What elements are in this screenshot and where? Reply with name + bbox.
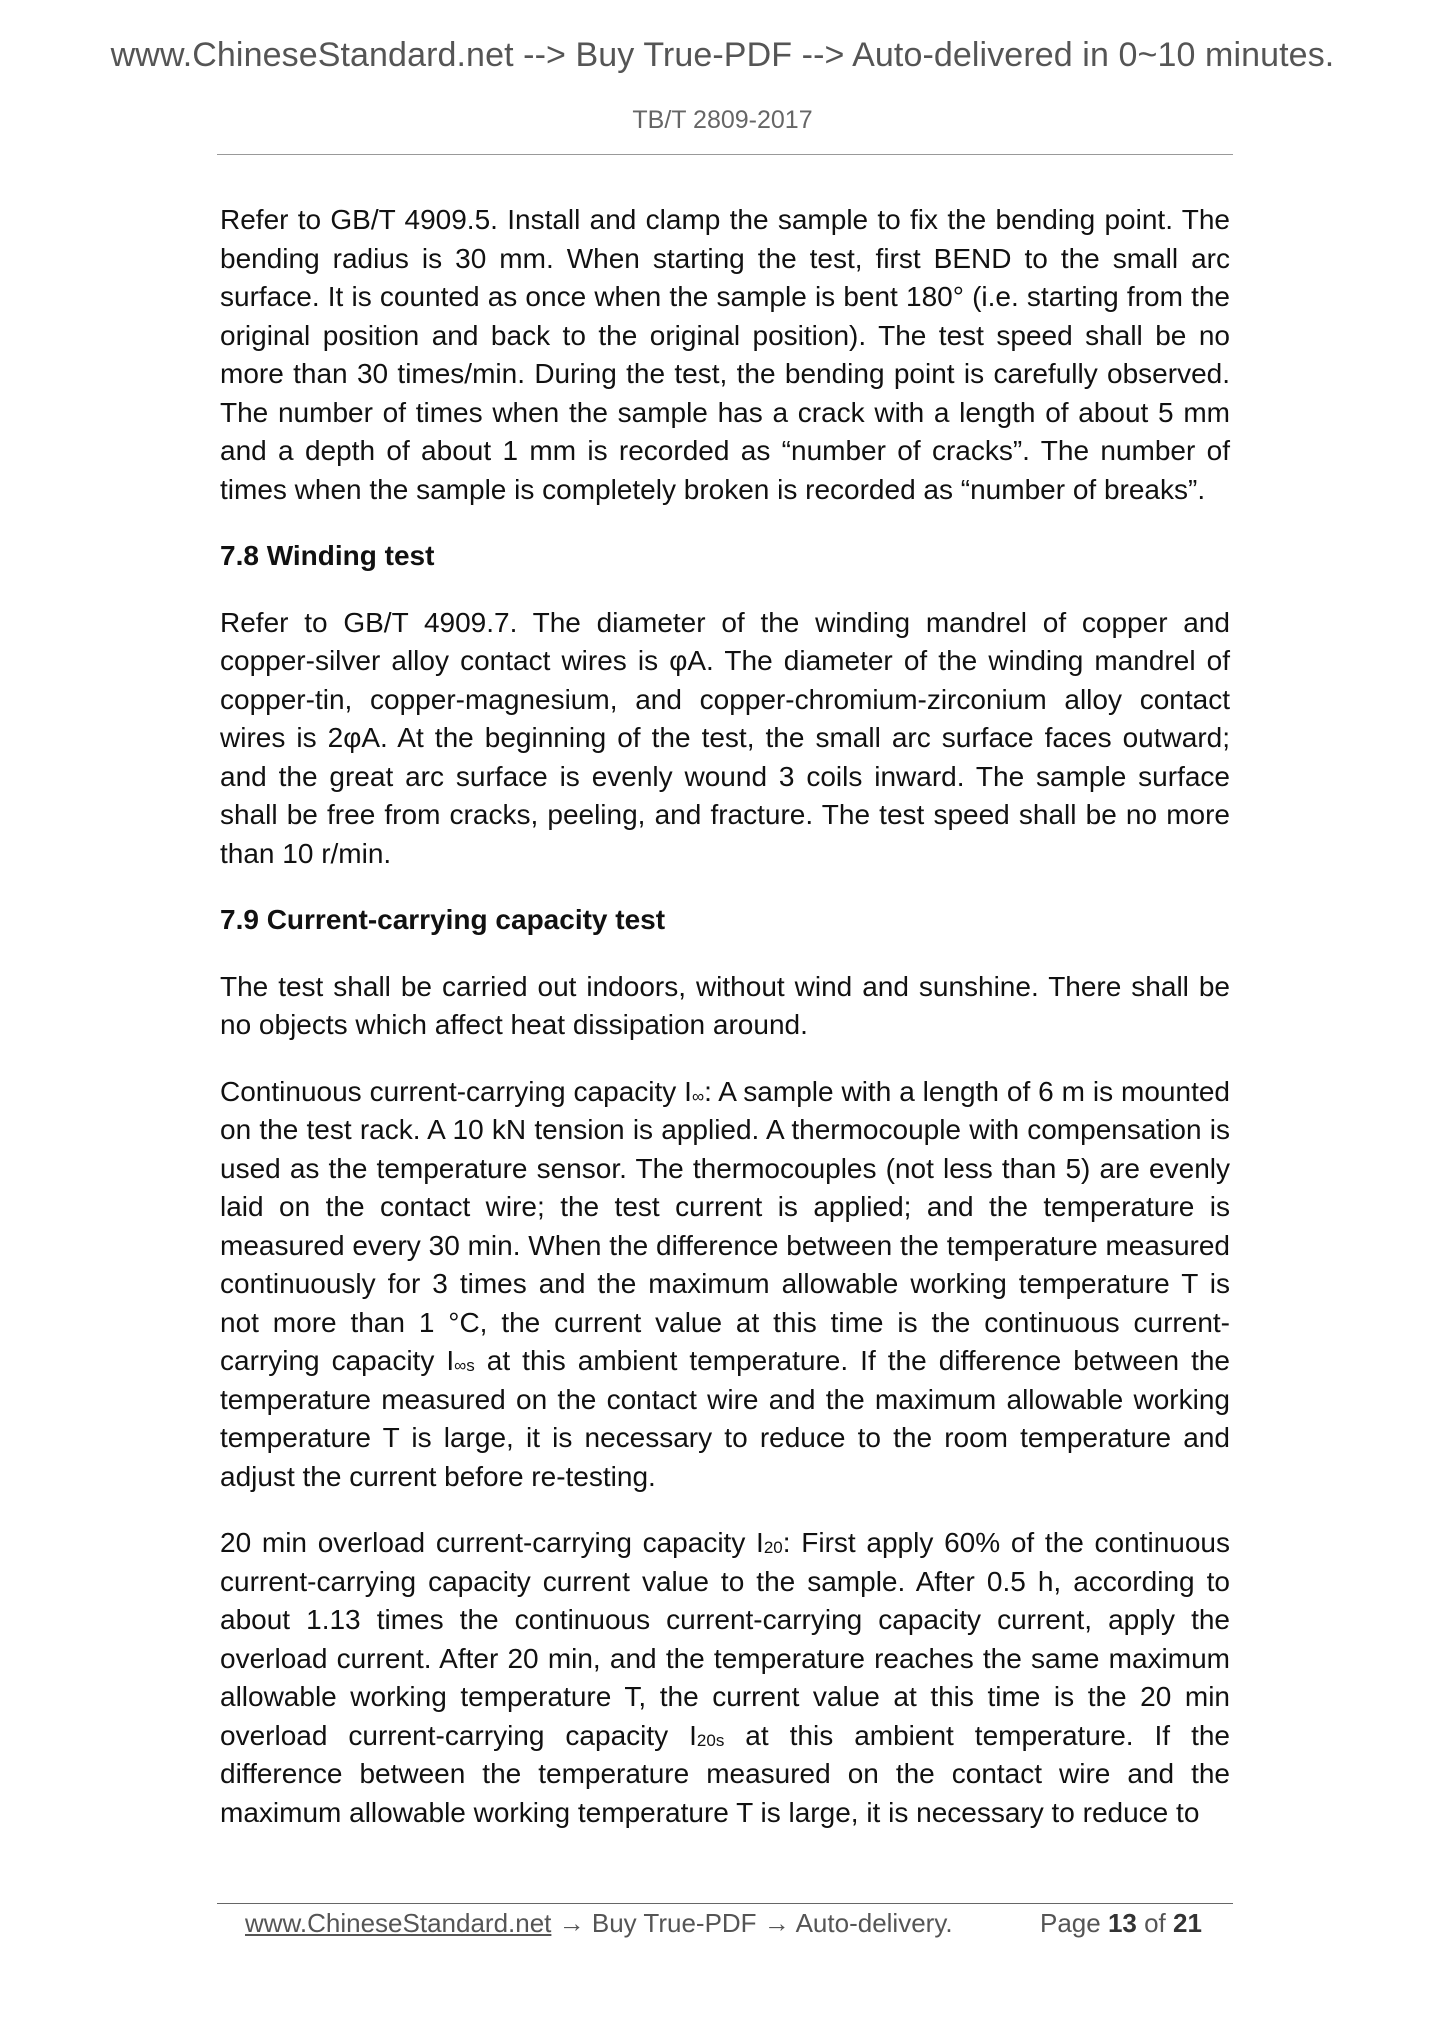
of-label: of xyxy=(1136,1908,1174,1938)
paragraph-text: at this ambient temperature. If the difference between the temperature measured on the contact wire and the maximum allowable working temperature T is large, it is necessary to reduce to the room temperature and adjust the current before re-testing. xyxy=(220,1345,1230,1492)
footer-links xyxy=(245,1908,953,1939)
document-body xyxy=(220,201,1230,1860)
auto-delivery-label: Auto-delivery. xyxy=(795,1908,953,1938)
subscript: 20 xyxy=(763,1538,783,1557)
footer-divider xyxy=(217,1903,1233,1904)
section-heading-7-9: 7.9 Current-carrying capacity test xyxy=(220,904,666,935)
paragraph-text: : First apply 60% of the continuous current-carrying capacity current value to the sample. After 0.5 h, according to about 1.13 times the continuous current-carrying capacity current, apply the overload current. After 20 min, and the temperature reaches the same maximum allowable working temperature T, the current value at this time is the 20 min overload current-carrying capacity I xyxy=(220,1527,1230,1751)
subscript: ∞s xyxy=(454,1356,475,1375)
page-number: 13 xyxy=(1107,1908,1137,1938)
page-total: 21 xyxy=(1173,1908,1202,1938)
subscript: 20s xyxy=(696,1730,725,1750)
section-heading-7-8: 7.8 Winding test xyxy=(220,540,435,571)
arrow-right-icon: → xyxy=(756,1908,796,1938)
continuous-capacity-paragraph xyxy=(220,1073,1230,1497)
page-label: Page xyxy=(1040,1908,1108,1938)
page-indicator xyxy=(1040,1908,1202,1939)
winding-test-paragraph: Refer to GB/T 4909.7. The diameter of the winding mandrel of copper and copper-silver alloy contact wires is φA. The diameter of the winding mandrel of copper-tin, copper-magnesium, and copper-chromium-zirconium alloy contact wires is 2φA. At the beginning of the test, the small arc surface faces outward; and the great arc surface is evenly wound 3 coils inward. The sample surface shall be free from cracks, peeling, and fracture. The test speed shall be no more than 10 r/min. xyxy=(220,606,1230,869)
header-divider xyxy=(217,154,1233,155)
paragraph-text: 20 min overload current-carrying capacity I xyxy=(220,1527,764,1558)
overload-capacity-paragraph xyxy=(220,1524,1230,1832)
paragraph-text: Continuous current-carrying capacity I xyxy=(220,1075,692,1107)
arrow-right-icon: → xyxy=(551,1908,592,1938)
site-banner: www.ChineseStandard.net --> Buy True-PDF --> Auto-delivered in 0~10 minutes. xyxy=(110,36,1335,74)
site-link[interactable]: www.ChineseStandard.net xyxy=(245,1908,552,1938)
document-code: TB/T 2809-2017 xyxy=(632,106,813,134)
paragraph-text: at this ambient temperature. If the difference between the temperature measured on the contact wire and the maximum allowable working temperature T is large, it is necessary to reduce to xyxy=(220,1719,1230,1828)
test-conditions-paragraph: The test shall be carried out indoors, without wind and sunshine. There shall be no objects which affect heat dissipation around. xyxy=(220,970,1230,1040)
paragraph-text: : A sample with a length of 6 m is mounted on the test rack. A 10 kN tension is applied. A thermocouple with compensation is used as the temperature sensor. The thermocouples (not less than 5) are evenly laid on the contact wire; the test current is applied; and the temperature is measured every 30 min. When the difference between the temperature measured continuously for 3 times and the maximum allowable working temperature T is not more than 1 °C, the current value at this time is the continuous current-carrying capacity I xyxy=(220,1075,1230,1376)
buy-label: Buy True-PDF xyxy=(591,1908,757,1938)
bend-test-paragraph: Refer to GB/T 4909.5. Install and clamp the sample to fix the bending point. The bending radius is 30 mm. When starting the test, first BEND to the small arc surface. It is counted as once when the sample is bent 180° (i.e. starting from the original position and back to the original position). The test speed shall be no more than 30 times/min. During the test, the bending point is carefully observed. The number of times when the sample has a crack with a length of about 5 mm and a depth of about 1 mm is recorded as “number of cracks”. The number of times when the sample is completely broken is recorded as “number of breaks”. xyxy=(220,204,1230,505)
subscript: ∞ xyxy=(691,1086,705,1106)
